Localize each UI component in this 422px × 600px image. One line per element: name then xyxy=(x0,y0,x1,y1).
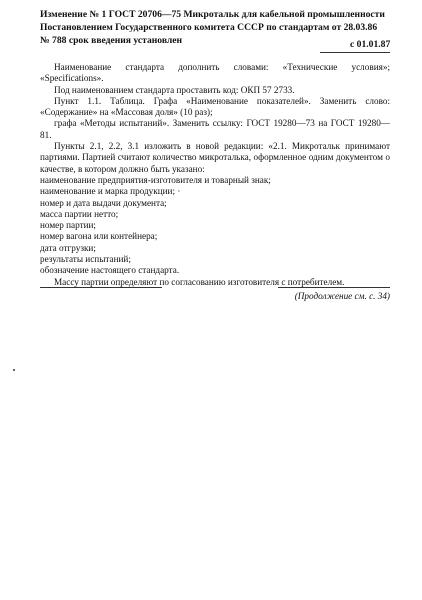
footer-rule-right xyxy=(278,287,390,288)
paragraph-title-addition: Наименование стандарта дополнить словами: «Технические условия»; «Specifications». xyxy=(40,62,390,84)
scan-speck xyxy=(13,369,16,372)
amendment-title xyxy=(40,8,390,47)
footer-rule-left xyxy=(40,287,162,288)
list-item: наименование предприятия-изготовителя и товарный знак; xyxy=(40,174,271,185)
paragraph-batch-mass: Массу партии определяют по согласованию изготовителя с потребителем. xyxy=(54,276,345,287)
paragraph-test-methods: графа «Методы испытаний». Заменить ссылку: ГОСТ 19280—73 на ГОСТ 19280—81. xyxy=(40,118,390,140)
title-line: Постановлением Государственного комитета СССР по стандартам от 28.03.86 xyxy=(40,22,378,33)
list-item: наименование и марка продукции; · xyxy=(40,186,181,197)
list-item: обозначение настоящего стандарта. xyxy=(40,265,180,276)
title-line: Изменение № 1 ГОСТ 20706—75 Микротальк для кабельной промышленности xyxy=(40,9,385,20)
paragraph-table-change: Пункт 1.1. Таблица. Графа «Наименование показателей». Заменить слово: «Содержание» на «Массовая доля» (10 раз); xyxy=(40,95,390,118)
list-item: результаты испытаний; xyxy=(40,254,131,265)
date-underline xyxy=(320,52,390,53)
continuation-note: (Продолжение см. с. 34) xyxy=(294,290,390,301)
list-item: номер партии; xyxy=(40,220,96,231)
document-body xyxy=(40,62,390,302)
effective-date: с 01.01.87 xyxy=(350,39,391,50)
list-item: номер и дата выдачи документа; xyxy=(40,197,167,208)
list-item: масса партии нетто; xyxy=(40,208,119,219)
paragraph-product-code: Под наименованием стандарта проставить код: ОКП 57 2733. xyxy=(54,84,295,95)
paragraph-new-edition: Пункты 2.1, 2.2, 3.1 изложить в новой редакции: «2.1. Микротальк принимают партиями. Партией считают количество микроталька, оформленное одним документом о качестве, в котором должно быть указано: xyxy=(40,141,390,174)
list-item: номер вагона или контейнера; xyxy=(40,231,158,242)
title-line: № 788 срок введения установлен xyxy=(40,35,183,46)
list-item: дата отгрузки; xyxy=(40,242,96,253)
